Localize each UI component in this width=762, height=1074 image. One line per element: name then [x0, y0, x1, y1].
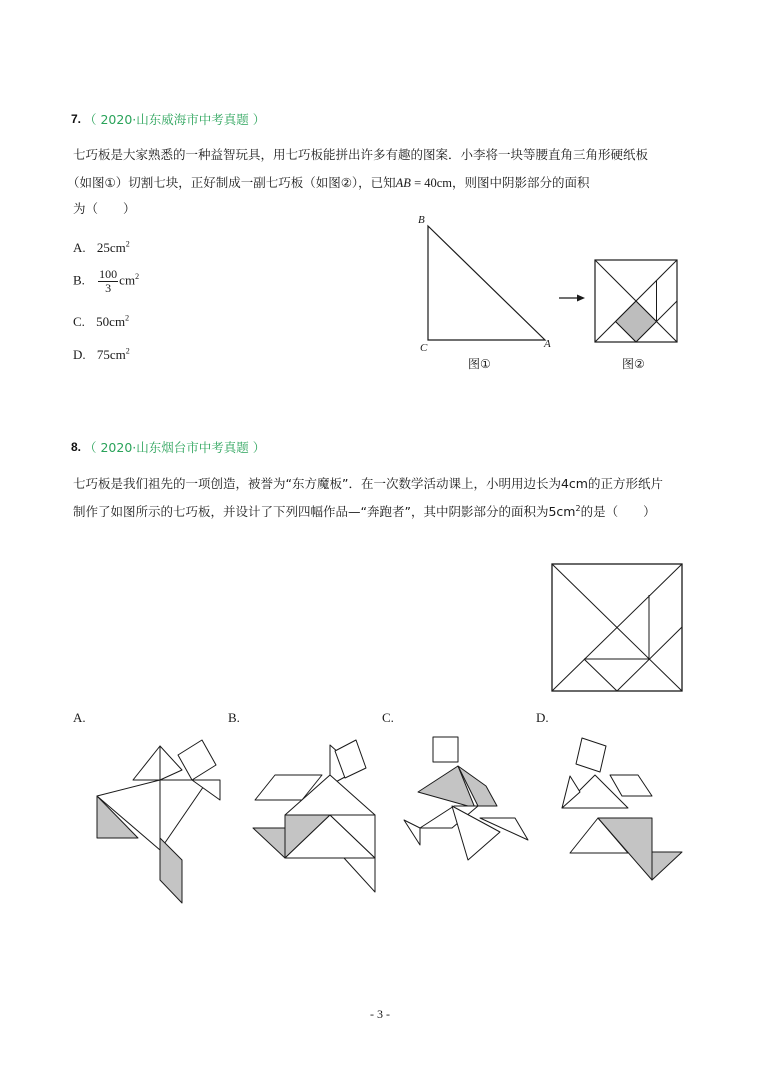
runner-d-piece — [652, 852, 682, 880]
option-d-value: 75cm — [96, 347, 126, 362]
runner-b-piece — [344, 858, 375, 892]
q7-number: 7. — [71, 112, 82, 126]
q7-math-ab: AB — [395, 176, 411, 190]
option-a-label: A. — [73, 240, 86, 255]
q7-source: （ 2020·山东威海市中考真题 ） — [84, 112, 266, 127]
q8-option-b-label[interactable]: B. — [228, 710, 240, 725]
runner-a-piece — [133, 746, 160, 780]
option-b-unit: cm — [119, 272, 136, 288]
runner-a-piece — [160, 780, 208, 850]
q8-line-2-a: 制作了如图所示的七巧板，并设计了下列四幅作品—“奔跑者”，其中阴影部分的面积为5cm — [73, 504, 576, 519]
option-b-exp: 2 — [135, 272, 140, 282]
q7-math-eq: = 40cm — [410, 176, 453, 190]
page-number: - 3 - — [370, 1007, 390, 1021]
figure2-caption: 图② — [622, 357, 645, 371]
option-c-exp: 2 — [125, 313, 130, 323]
option-a-value: 25cm — [96, 240, 126, 255]
q8-source: （ 2020·山东烟台市中考真题 ） — [84, 440, 266, 455]
figure1-label-a: A — [544, 338, 551, 350]
runner-a-piece — [160, 838, 182, 903]
runner-b[interactable] — [253, 740, 375, 892]
runner-c-piece — [433, 737, 458, 762]
q7-line-2-a: （如图①）切割七块，正好制成一副七巧板（如图②），已知 — [67, 175, 396, 190]
q7-line-3: 为（ ） — [73, 201, 136, 216]
figure1-caption: 图① — [468, 357, 491, 371]
runner-c[interactable] — [404, 737, 528, 860]
q7-line-1: 七巧板是大家熟悉的一种益智玩具，用七巧板能拼出许多有趣的图案．小李将一块等腰直角三角形硬纸板 — [73, 147, 649, 162]
option-d-label: D. — [73, 347, 86, 362]
q8-option-c-label[interactable]: C. — [382, 710, 394, 725]
q8-number: 8. — [71, 440, 82, 454]
runner-b-piece — [253, 828, 285, 858]
runner-d[interactable] — [562, 738, 682, 880]
runner-d-piece — [610, 775, 652, 796]
option-c-label: C. — [73, 314, 85, 329]
runner-c-piece — [404, 820, 420, 845]
option-b-label: B. — [73, 272, 85, 288]
q8-option-d-label[interactable]: D. — [536, 710, 549, 725]
runner-a-piece — [178, 740, 216, 780]
option-a-exp: 2 — [125, 239, 130, 249]
q8-line-1: 七巧板是我们祖先的一项创造，被誉为“东方魔板”．在一次数学活动课上，小明用边长为4cm的正方形纸片 — [73, 476, 663, 491]
option-b-num: 100 — [99, 267, 118, 281]
option-b-den: 3 — [105, 281, 112, 295]
runner-a[interactable] — [97, 740, 220, 903]
q7-line-2-b: ，则图中阴影部分的面积 — [452, 175, 590, 190]
runner-d-piece — [576, 738, 606, 772]
runner-c-piece — [452, 806, 500, 860]
q8-option-a-label[interactable]: A. — [73, 710, 86, 725]
q8-line-2-b: 的是（ ） — [580, 504, 656, 519]
option-d-exp: 2 — [125, 346, 130, 356]
option-c-value: 50cm — [96, 314, 126, 329]
runner-a-piece — [160, 746, 182, 780]
figure1-label-b: B — [418, 214, 425, 226]
q8-line-2-exp: 2 — [575, 503, 581, 513]
figure1-label-c: C — [420, 342, 428, 354]
